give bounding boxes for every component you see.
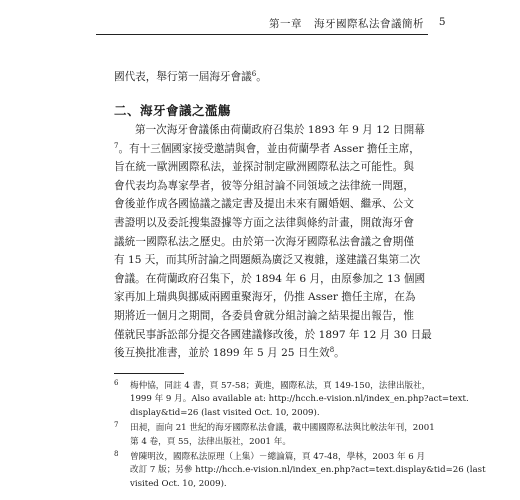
footnote-ref-8: 8: [329, 346, 335, 355]
footnote-ref-6: 6: [251, 70, 257, 78]
body-paragraph: [114, 121, 432, 363]
paragraph-line: 後互換批准書，並於 1899 年 5 月 25 日生效$^8$。: [114, 346, 345, 360]
footnotes: [114, 379, 486, 493]
footnote-line: 第 4 卷，頁 55，法律出版社，2001 年。: [130, 436, 291, 447]
footnote-ref-7: 7: [114, 141, 119, 150]
footnote-line: 曾陳明汝，國際私法原理（上集）－總論篇，頁 47-48，學林，2003 年 6 月: [130, 452, 426, 463]
footnote-line: 田昶，面向 21 世紀的海牙國際私法會議，載中國國際私法與比較法年刊，2001: [130, 423, 435, 434]
paragraph-line: 議統一國際私法之歷史。由於第一次海牙國際私法會議之會期僅: [114, 235, 414, 248]
page-number: 5: [438, 16, 446, 28]
paragraph-line: 書證明以及委託搜集證據等方面之法律與條約計畫，開啟海牙會: [114, 216, 414, 229]
footnote-number: 7: [114, 421, 119, 430]
footnote-7: [114, 421, 435, 449]
footnote-line: visited Oct. 10, 2009).: [130, 478, 227, 489]
paragraph-line: 會後並作成各國協議之議定書及提出未來有關婚姻、繼承、公文: [114, 198, 414, 211]
footnote-6: [114, 379, 469, 420]
section-heading: 二、海牙會議之濫觴: [114, 103, 232, 118]
header-rule: [96, 34, 428, 35]
footnote-line: 改訂 7 版；另參 http://hcch.e-vision.nl/index_en.php?act=text.display&tid=26 (last: [130, 465, 486, 476]
paragraph-line: 會議。在荷蘭政府召集下，於 1894 年 6 月，由原參加之 13 個國: [114, 272, 426, 285]
running-header: [269, 16, 446, 31]
footnote-number: 6: [114, 379, 119, 387]
paragraph-line: 旨在統一歐洲國際私法，並探討制定歐洲國際私法之可能性。與: [114, 161, 414, 174]
footnote-rule: [114, 373, 184, 374]
paragraph-line: 家再加上瑞典與挪威兩國重聚海牙，仍推 Asser 擔任主席，在為: [114, 291, 416, 304]
footnote-line: 梅仲協，同註 4 書，頁 57-58；黃進，國際私法，頁 149-150，法律出版社，: [130, 381, 431, 391]
paragraph-line: 會代表均為專家學者，彼等分組討論不同領域之法律統一問題，: [114, 179, 414, 192]
footnote-number: 8: [114, 450, 119, 459]
paragraph-line: 有 15 天，而其所討論之問題頗為廣泛又複雜，遂建議召集第二次: [114, 254, 421, 267]
paragraph-line: $^7$。有十三個國家接受邀請與會，並由荷蘭學者 Asser 擔任主席，: [114, 141, 420, 155]
paragraph-line: 期將近一個月之期間，各委員會就分組討論之結果提出報告，惟: [114, 309, 414, 322]
paragraph-line: 第一次海牙會議係由荷蘭政府召集於 1893 年 9 月 12 日開幕: [135, 124, 425, 136]
paragraph-line: 僅就民事訴訟部分提交各國建議修改後，於 1897 年 12 月 30 日最: [114, 328, 432, 341]
footnote-line: 1999 年 9 月。Also available at: http://hcch.e-vision.nl/index_en.php?act=text.: [130, 394, 469, 405]
footnote-line: display&tid=26 (last visited Oct. 10, 2009).: [130, 407, 320, 418]
header-title: 海牙國際私法會議簡析: [314, 18, 424, 30]
intro-line: 國代表，舉行第一屆海牙會議$^6$。: [114, 70, 267, 83]
header-chapter: 第一章: [269, 18, 302, 30]
footnote-8: [114, 450, 486, 491]
intro-text: [114, 68, 414, 87]
